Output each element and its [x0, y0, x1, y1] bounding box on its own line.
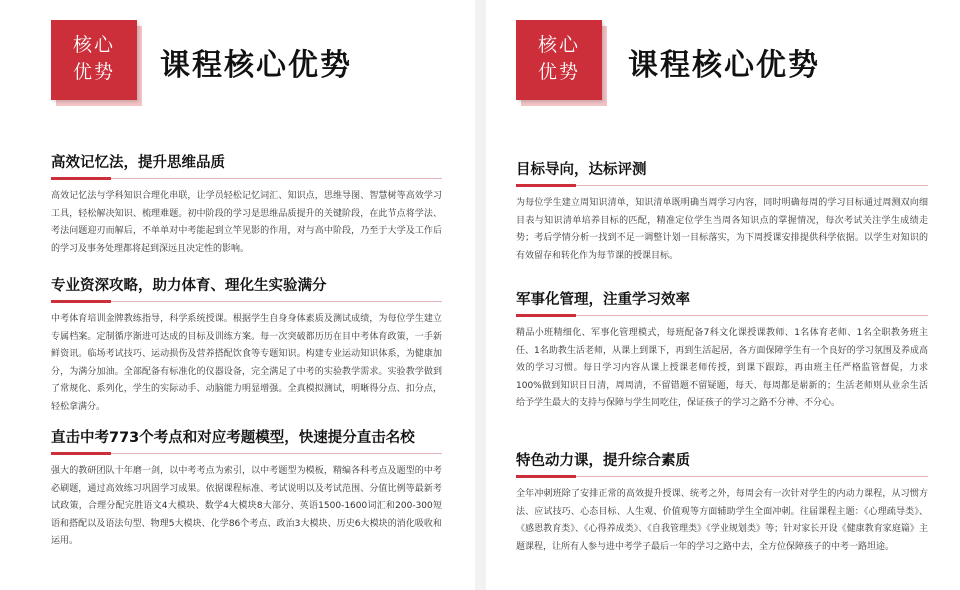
badge-line-1: 核心	[537, 34, 580, 56]
section-title: 目标导向，达标评测	[516, 162, 647, 178]
badge-line-2: 优势	[72, 61, 115, 83]
section-body: 全年冲刺班除了安排正常的高效提升授课、统考之外，每周会有一次针对学生的内动力课程，从习惯方法、应试技巧、心态目标、人生观、价值观等方面辅助学生全面冲刺。往届课程主题：《心理疏导类》、《感恩教育类》、《心得养成类》、《自我管理类》《学业规划类》等；针对家长开设《健康教育家庭篇》主题课程，让所有人参与进中考学子最后一年的学习之路中去，全方位保障孩子的中考一路坦途。	[516, 489, 928, 552]
section-divider	[51, 301, 442, 302]
badge-label	[516, 32, 602, 86]
page-title: 课程核心优势	[628, 48, 820, 83]
section-management	[516, 290, 928, 413]
section-exam-points	[51, 428, 442, 551]
section-memory	[51, 153, 442, 258]
section-divider	[516, 315, 928, 316]
section-goal-oriented	[516, 160, 928, 265]
section-sports-lab	[51, 276, 442, 416]
section-body: 为每位学生建立周知识清单，知识清单既明确当周学习内容，同时明确每周的学习目标通过周测双向细目表与知识清单培养目标的匹配，精准定位学生当周各知识点的掌握情况，每次考试关注学生成绩走势；考后学情分析一找到不足一调整计划一目标落实，为下周授课安排提供科学依据。以学生对知识的有效留存和转化作为每节课的授课目标。	[516, 198, 928, 261]
section-title: 高效记忆法，提升思维品质	[51, 155, 225, 171]
badge-line-2: 优势	[537, 61, 580, 83]
section-body: 精品小班精细化、军事化管理模式，每班配备7科文化课授课教师、1名体育老师、1名全职教务班主任、1名助教生活老师，从课上到课下，再到生活起居，各方面保障学生有一个良好的学习氛围及养成高效的学习习惯。每日学习内容从课上授课老师传授，到课下跟踪，再由班主任严格监管督促，力求100%做到知识日日清，周周清，不留错题不留疑题，每天、每周都是崭新的；生活老师则从业余生活给予学生最大的支持与保障与学生同吃住，保证孩子的学习之路不分神、不分心。	[516, 328, 928, 408]
page-title: 课程核心优势	[160, 48, 352, 83]
right-page	[486, 0, 960, 590]
section-body: 强大的教研团队十年磨一剑，以中考考点为索引，以中考题型为模板，精编各科考点及题型的中考必刷题，通过高效练习巩固学习成果。依据课程标准、考试说明以及考试范围、分值比例等最新考试政策，合理分配完胜语文4大模块、数学4大模块8大部分、英语1500-1600词汇和200-300短语和搭配以及语法句型、物理5大模块、化学86个考点、政治3大模块、历史6大模块的消化吸收和运用。	[51, 466, 442, 546]
badge-label	[51, 32, 137, 86]
section-title: 特色动力课，提升综合素质	[516, 453, 690, 469]
badge-line-1: 核心	[72, 34, 115, 56]
left-page	[0, 0, 475, 590]
section-title: 军事化管理，注重学习效率	[516, 292, 690, 308]
core-advantage-badge	[51, 20, 137, 100]
section-title: 专业资深攻略，助力体育、理化生实验满分	[51, 278, 327, 294]
section-body: 高效记忆法与学科知识合理化串联，让学员轻松记忆词汇、知识点，思维导图、智慧树等高效学习工具，轻松解决知识、梳理难题。初中阶段的学习是思维品质提升的关键阶段，在此节点将学法、考法问题迎刃而解后，不单单对中考能起到立竿见影的作用，对与高中阶段，乃至于大学及工作后的学习及事务处理都将起到深远且决定性的影响。	[51, 191, 442, 254]
section-body: 中考体育培训金牌教练指导，科学系统授课。根据学生自身身体素质及测试成绩，为每位学生建立专属档案。定制循序渐进可达成的目标及训练方案。每一次突破都历历在目中考体育政策，一手新鲜资讯。临场考试技巧、运动损伤及营养搭配饮食等专题知识。构建专业运动知识体系，为健康加分，为满分加油。全部配备有标准化的仪器设备，完全满足了中考的实验教学需求。实验教学做到了常规化、系列化，学生的实际动手、动脑能力明显增强。全真模拟测试，明晰得分点、扣分点，轻松拿满分。	[51, 314, 442, 412]
core-advantage-badge	[516, 20, 602, 100]
section-title: 直击中考773个考点和对应考题模型，快速提分直击名校	[51, 430, 415, 446]
section-divider	[516, 476, 928, 477]
section-divider	[51, 453, 442, 454]
section-divider	[51, 178, 442, 179]
section-motivation	[516, 451, 928, 556]
section-divider	[516, 185, 928, 186]
